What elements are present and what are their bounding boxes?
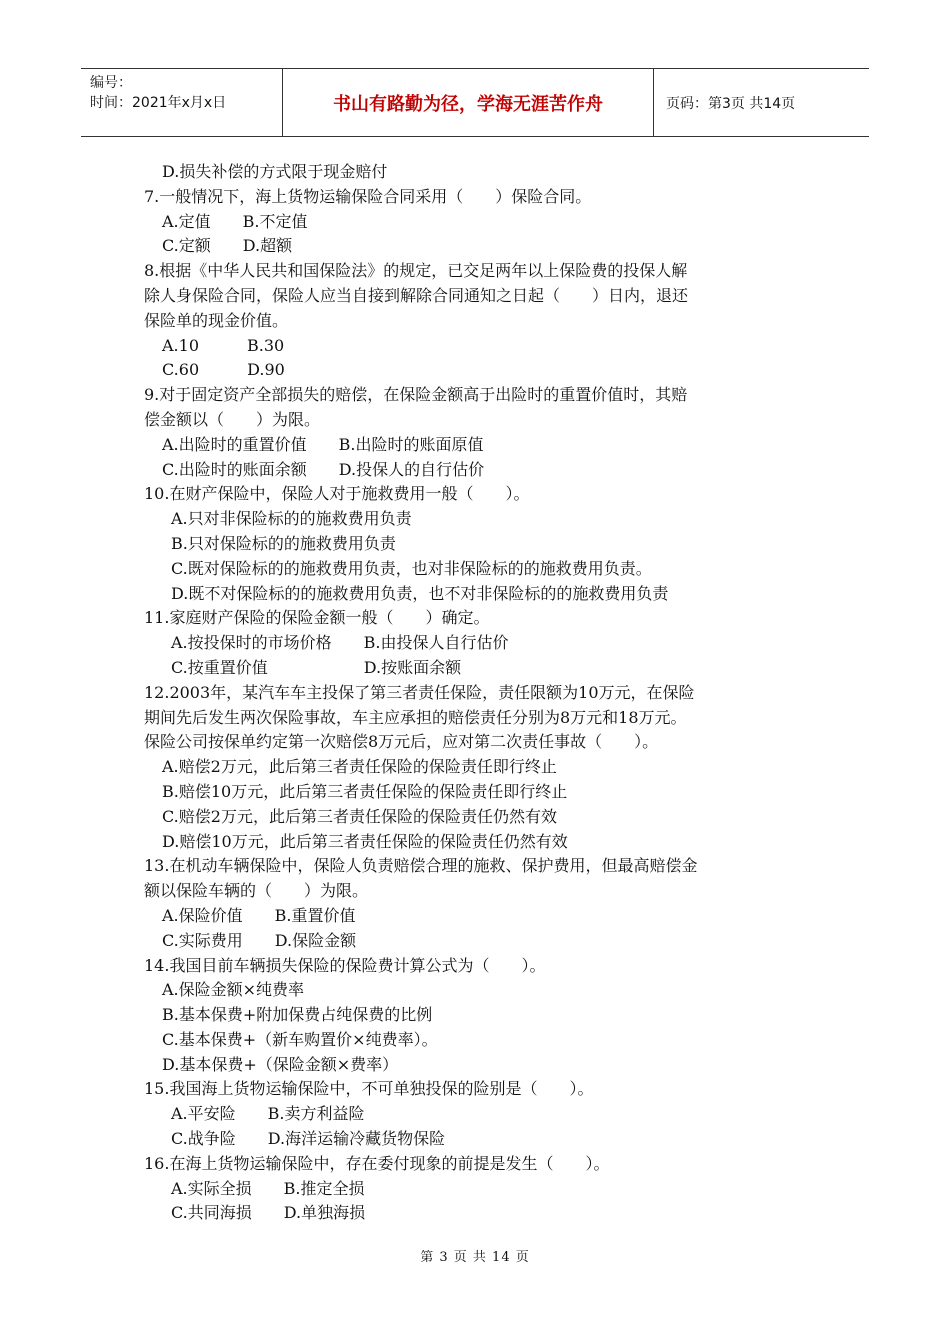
question-line: 14.我国目前车辆损失保险的保险费计算公式为（ ）。 [144, 955, 546, 975]
question-line: 9.对于固定资产全部损失的赔偿，在保险金额高于出险时的重置价值时，其赔 [144, 385, 688, 405]
option-line: B.只对保险标的的施救费用负责 [171, 533, 396, 553]
option-line: A.实际全损 B.推定全损 [171, 1178, 365, 1198]
option-line: C.战争险 D.海洋运输冷藏货物保险 [171, 1129, 446, 1149]
question-line: 11.家庭财产保险的保险金额一般（ ）确定。 [144, 608, 490, 628]
question-line: 16.在海上货物运输保险中，存在委付现象的前提是发生（ ）。 [144, 1153, 610, 1173]
question-line: 除人身保险合同，保险人应当自接到解除合同通知之日起（ ）日内，退还 [144, 285, 689, 305]
option-line: A.赔偿2万元，此后第三者责任保险的保险责任即行终止 [162, 757, 557, 777]
option-line: C.赔偿2万元，此后第三者责任保险的保险责任仍然有效 [162, 806, 557, 826]
option-line: C.按重置价值 D.按账面余额 [171, 657, 462, 677]
header-motto: 书山有路勤为径，学海无涯苦作舟 [283, 69, 654, 136]
question-line: 保险公司按保单约定第一次赔偿8万元后，应对第二次责任事故（ ）。 [144, 732, 659, 752]
question-line: 12.2003年，某汽车车主投保了第三者责任保险，责任限额为10万元，在保险 [144, 682, 695, 702]
option-line: C.60 D.90 [162, 360, 285, 380]
header-meta [81, 69, 283, 136]
option-line: A.保险金额×纯费率 [162, 980, 305, 1000]
question-line: 期间先后发生两次保险事故，车主应承担的赔偿责任分别为8万元和18万元。 [144, 707, 687, 727]
question-line: 10.在财产保险中，保险人对于施救费用一般（ ）。 [144, 484, 530, 504]
page-footer: 第 3 页 共 14 页 [420, 1250, 530, 1265]
option-line: A.平安险 B.卖方利益险 [171, 1104, 365, 1124]
document-body [144, 160, 824, 1226]
header-page-info: 页码：第3页 共14页 [666, 95, 796, 112]
question-line: 7.一般情况下，海上货物运输保险合同采用（ ）保险合同。 [144, 186, 592, 206]
page-header [81, 68, 869, 137]
option-line: C.既对保险标的的施救费用负责，也对非保险标的的施救费用负责。 [171, 558, 652, 578]
option-line: D.损失补偿的方式限于现金赔付 [162, 162, 388, 181]
option-line: C.实际费用 D.保险金额 [162, 930, 357, 950]
question-line: 保险单的现金价值。 [144, 310, 289, 330]
option-line: A.按投保时的市场价格 B.由投保人自行估价 [171, 633, 509, 653]
option-line: C.定额 D.超额 [162, 236, 293, 256]
option-line: A.出险时的重置价值 B.出险时的账面原值 [162, 434, 484, 454]
option-line: A.保险价值 B.重置价值 [162, 905, 356, 925]
question-line: 15.我国海上货物运输保险中，不可单独投保的险别是（ ）。 [144, 1079, 594, 1099]
number-label: 编号： [90, 75, 132, 91]
option-line: D.既不对保险标的的施救费用负责，也不对非保险标的的施救费用负责 [171, 583, 669, 603]
option-line: B.基本保费+附加保费占纯保费的比例 [162, 1005, 433, 1025]
option-line: A.只对非保险标的的施救费用负责 [171, 509, 412, 529]
date-label: 时间：2021年x月x日 [90, 95, 227, 111]
option-line: C.基本保费+（新车购置价×纯费率）。 [162, 1029, 438, 1049]
option-line: B.赔偿10万元，此后第三者责任保险的保险责任即行终止 [162, 781, 568, 801]
question-line: 13.在机动车辆保险中，保险人负责赔偿合理的施救、保护费用，但最高赔偿金 [144, 856, 698, 876]
question-line: 偿金额以（ ）为限。 [144, 409, 321, 429]
question-line: 额以保险车辆的（ ）为限。 [144, 881, 369, 901]
option-line: A.10 B.30 [162, 335, 285, 355]
option-line: A.定值 B.不定值 [162, 211, 308, 231]
option-line: C.出险时的账面余额 D.投保人的自行估价 [162, 459, 485, 479]
question-line: 8.根据《中华人民共和国保险法》的规定，已交足两年以上保险费的投保人解 [144, 261, 688, 281]
option-line: C.共同海损 D.单独海损 [171, 1203, 366, 1223]
option-line: D.赔偿10万元，此后第三者责任保险的保险责任仍然有效 [162, 831, 568, 851]
option-line: D.基本保费+（保险金额×费率） [162, 1054, 399, 1074]
